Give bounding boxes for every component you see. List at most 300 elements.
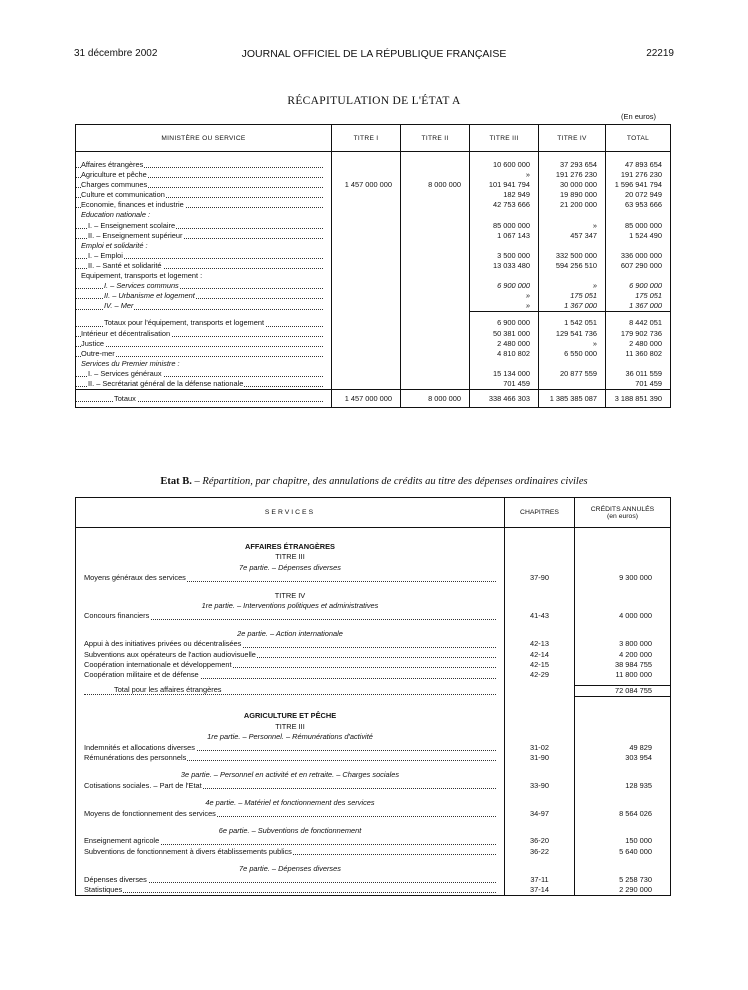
cell-t1 — [332, 271, 401, 281]
line-item-label — [76, 573, 505, 583]
titre-heading-row — [76, 552, 671, 562]
line-item-text: Appui à des initiatives privées ou décentralisées — [84, 639, 242, 649]
col-header-titre-1: TITRE I — [332, 125, 401, 152]
line-item-row — [76, 611, 671, 621]
cell-t1 — [332, 301, 401, 312]
cell-t2 — [401, 339, 470, 349]
credit-amount: 49 829 — [575, 743, 671, 753]
cell-total: 1 524 490 — [606, 231, 671, 241]
cell-t2 — [401, 241, 470, 251]
credit-amount: 3 800 000 — [575, 639, 671, 649]
spacer-cell — [575, 763, 671, 770]
row-label-text: I. – Emploi — [88, 250, 123, 260]
row-label-text: Economie, finances et industrie — [81, 200, 184, 210]
spacer-cell — [505, 857, 575, 864]
etat-a-row — [76, 301, 671, 312]
cell-t2 — [401, 379, 470, 390]
cell-t1 — [332, 170, 401, 180]
col-header-services: SERVICES — [76, 498, 505, 528]
cell-t2 — [401, 301, 470, 312]
etat-a-row — [76, 190, 671, 200]
spacer-cell — [505, 584, 575, 591]
chapter-code: 31-90 — [505, 753, 575, 763]
col-header-ministere: MINISTÈRE OU SERVICE — [76, 125, 332, 152]
cell-total: 63 953 666 — [606, 200, 671, 210]
row-label-text: IV. – Mer — [104, 301, 134, 311]
cell-t2 — [401, 200, 470, 210]
row-label — [76, 221, 332, 231]
spacer-row — [76, 791, 671, 798]
etat-a-row — [76, 329, 671, 339]
empty-cell — [505, 563, 575, 573]
etat-a-row — [76, 349, 671, 359]
total-total: 3 188 851 390 — [606, 390, 671, 408]
chapter-code: 31-02 — [505, 743, 575, 753]
partie-heading: 7e partie. – Dépenses diverses — [239, 562, 341, 572]
line-item-row — [76, 781, 671, 791]
cell-t2 — [401, 261, 470, 271]
line-item-label — [76, 670, 505, 680]
cell-t1 — [332, 190, 401, 200]
row-label — [76, 261, 332, 271]
row-label — [76, 339, 332, 349]
partie-heading-row — [76, 601, 671, 611]
line-item-text: Enseignement agricole — [84, 836, 160, 846]
etat-a-row — [76, 210, 671, 220]
cell-t3: 85 000 000 — [470, 221, 539, 231]
line-item-text: Indemnités et allocations diverses — [84, 742, 195, 752]
cell-t1 — [332, 221, 401, 231]
chapter-code: 34-97 — [505, 809, 575, 819]
cell-t1 — [332, 200, 401, 210]
partie-heading-row — [76, 864, 671, 874]
row-label — [76, 312, 332, 329]
row-label-text: Agriculture et pêche — [81, 170, 147, 180]
credits-unit: (en euros) — [607, 512, 638, 520]
line-item-text: Statistiques — [84, 884, 123, 894]
cell-t1 — [332, 312, 401, 329]
line-item-row — [76, 670, 671, 680]
row-label — [76, 281, 332, 291]
spacer-cell — [505, 697, 575, 705]
cell-t4: » — [539, 221, 606, 231]
cell-total: 47 893 654 — [606, 152, 671, 171]
spacer-cell — [76, 791, 505, 798]
spacer-cell — [76, 535, 505, 542]
cell-t2 — [401, 271, 470, 281]
row-label — [76, 271, 332, 281]
empty-cell — [575, 770, 671, 780]
line-item-text: Moyens généraux des services — [84, 573, 186, 583]
line-item-label — [76, 847, 505, 857]
col-header-credits — [575, 498, 671, 528]
empty-cell — [505, 711, 575, 721]
cell-t1 — [332, 369, 401, 379]
partie-heading-row — [76, 770, 671, 780]
cell-total: 36 011 559 — [606, 369, 671, 379]
chapter-code: 36-20 — [505, 836, 575, 846]
row-label-text: II. – Secrétariat général de la défense nationale — [88, 378, 244, 388]
spacer-cell — [505, 704, 575, 711]
cell-t2 — [401, 210, 470, 220]
chapter-code: 42-29 — [505, 670, 575, 680]
cell-t4: 457 347 — [539, 231, 606, 241]
cell-t3: 10 600 000 — [470, 152, 539, 171]
chapter-code — [505, 685, 575, 696]
cell-total: 11 360 802 — [606, 349, 671, 359]
chapter-code: 42-14 — [505, 650, 575, 660]
cell-total: 85 000 000 — [606, 221, 671, 231]
partie-heading-row — [76, 629, 671, 639]
spacer-cell — [575, 791, 671, 798]
titre-heading: TITRE IV — [274, 590, 306, 600]
empty-cell — [505, 552, 575, 562]
header-date: 31 décembre 2002 — [74, 48, 158, 59]
spacer-cell — [505, 622, 575, 629]
chapter-code: 36-22 — [505, 847, 575, 857]
cell-total — [606, 241, 671, 251]
spacer-cell — [575, 535, 671, 542]
chapter-code: 42-15 — [505, 660, 575, 670]
empty-cell — [505, 629, 575, 639]
spacer-cell — [505, 535, 575, 542]
partie-heading-row — [76, 563, 671, 573]
spacer-cell — [76, 763, 505, 770]
empty-cell — [575, 826, 671, 836]
cell-t4 — [539, 241, 606, 251]
spacer-cell — [76, 857, 505, 864]
row-label — [76, 170, 332, 180]
cell-t2 — [401, 221, 470, 231]
cell-t4: 30 000 000 — [539, 180, 606, 190]
row-label — [76, 359, 332, 369]
line-item-label — [76, 743, 505, 753]
spacer-cell — [76, 622, 505, 629]
empty-cell — [575, 629, 671, 639]
row-label — [76, 241, 332, 251]
cell-t4 — [539, 271, 606, 281]
cell-t3 — [470, 210, 539, 220]
row-label-text: Justice — [81, 338, 105, 348]
line-item-text: Rémunérations des personnels — [84, 752, 187, 762]
spacer-cell — [575, 697, 671, 705]
cell-t1 — [332, 291, 401, 301]
spacer-cell — [76, 528, 505, 536]
line-item-label — [76, 660, 505, 670]
empty-cell — [575, 542, 671, 552]
spacer-cell — [575, 622, 671, 629]
row-label-text: II. – Enseignement supérieur — [88, 230, 183, 240]
col-header-titre-2: TITRE II — [401, 125, 470, 152]
empty-cell — [505, 798, 575, 808]
col-header-titre-3: TITRE III — [470, 125, 539, 152]
empty-cell — [575, 732, 671, 742]
cell-t3: 1 067 143 — [470, 231, 539, 241]
line-item-text: Subventions de fonctionnement à divers établissements publics — [84, 846, 292, 856]
row-label — [76, 301, 332, 312]
credit-amount: 11 800 000 — [575, 670, 671, 680]
line-item-label — [76, 685, 505, 696]
titre-heading-row — [76, 722, 671, 732]
cell-t3 — [470, 359, 539, 369]
credit-amount: 5 640 000 — [575, 847, 671, 857]
cell-t2 — [401, 281, 470, 291]
spacer-cell — [575, 857, 671, 864]
spacer-row — [76, 528, 671, 536]
line-item-row — [76, 809, 671, 819]
empty-cell — [575, 711, 671, 721]
row-label-text: Charges communes — [81, 180, 148, 190]
etat-b-title-text: – Répartition, par chapitre, des annulations de crédits au titre des dépenses ordinaires civiles — [191, 476, 588, 487]
total-t2: 8 000 000 — [401, 390, 470, 408]
section-heading: AGRICULTURE ET PÊCHE — [243, 711, 337, 721]
row-label — [76, 379, 332, 390]
col-header-total: TOTAL — [606, 125, 671, 152]
totals-label-text: Totaux — [114, 394, 136, 404]
cell-total: 175 051 — [606, 291, 671, 301]
row-label — [76, 251, 332, 261]
cell-t3: 101 941 794 — [470, 180, 539, 190]
titre-heading: TITRE III — [275, 552, 305, 562]
cell-total — [606, 271, 671, 281]
etat-a-row — [76, 152, 671, 171]
partie-heading: 1re partie. – Interventions politiques et administratives — [201, 601, 379, 611]
cell-total: 701 459 — [606, 379, 671, 390]
line-item-row — [76, 836, 671, 846]
cell-t1 — [332, 210, 401, 220]
cell-t2 — [401, 152, 470, 171]
empty-cell — [575, 601, 671, 611]
spacer-row — [76, 697, 671, 705]
etat-a-header-row — [76, 125, 671, 152]
empty-cell — [505, 601, 575, 611]
titre-heading: TITRE III — [275, 721, 305, 731]
total-t3: 338 466 303 — [470, 390, 539, 408]
etat-a-row — [76, 281, 671, 291]
spacer-cell — [76, 819, 505, 826]
etat-b-title-label: Etat B. — [160, 476, 192, 487]
row-label — [76, 369, 332, 379]
credit-amount: 4 000 000 — [575, 611, 671, 621]
credit-amount: 5 258 730 — [575, 875, 671, 885]
line-item-label — [76, 836, 505, 846]
etat-a-row — [76, 180, 671, 190]
partie-heading: 3e partie. – Personnel en activité et en retraite. – Charges sociales — [180, 770, 400, 780]
line-item-row — [76, 650, 671, 660]
cell-t3: 50 381 000 — [470, 329, 539, 339]
cell-t3: 13 033 480 — [470, 261, 539, 271]
line-item-text: Subventions aux opérateurs de l'action audiovisuelle — [84, 649, 256, 659]
partie-heading: 7e partie. – Dépenses diverses — [239, 864, 341, 874]
cell-total: 336 000 000 — [606, 251, 671, 261]
cell-total: 607 290 000 — [606, 261, 671, 271]
spacer-row — [76, 763, 671, 770]
chapter-code: 33-90 — [505, 781, 575, 791]
spacer-row — [76, 857, 671, 864]
line-item-row — [76, 885, 671, 896]
row-label-text: II. – Santé et solidarité — [88, 260, 162, 270]
cell-t4: 594 256 510 — [539, 261, 606, 271]
etat-a-row — [76, 231, 671, 241]
total-t1: 1 457 000 000 — [332, 390, 401, 408]
empty-cell — [575, 591, 671, 601]
credit-amount: 303 954 — [575, 753, 671, 763]
etat-a-row — [76, 291, 671, 301]
cell-total: 179 902 736 — [606, 329, 671, 339]
row-label-text: Affaires étrangères — [81, 160, 144, 169]
row-label-text: Services du Premier ministre : — [81, 358, 180, 368]
empty-cell — [575, 722, 671, 732]
spacer-row — [76, 584, 671, 591]
credit-amount: 9 300 000 — [575, 573, 671, 583]
cell-total: 2 480 000 — [606, 339, 671, 349]
line-item-text: Coopération militaire et de défense — [84, 670, 199, 680]
spacer-cell — [575, 528, 671, 536]
cell-t3: » — [470, 170, 539, 180]
cell-t4 — [539, 359, 606, 369]
cell-t2 — [401, 349, 470, 359]
partie-heading: 1re partie. – Personnel. – Rémunérations d'activité — [207, 732, 373, 742]
cell-t1 — [332, 231, 401, 241]
cell-total: 1 367 000 — [606, 301, 671, 312]
partie-heading-row — [76, 826, 671, 836]
spacer-cell — [575, 819, 671, 826]
empty-cell — [575, 552, 671, 562]
etat-a-row — [76, 170, 671, 180]
cell-t4: » — [539, 281, 606, 291]
line-item-text: Coopération internationale et développement — [84, 660, 232, 670]
spacer-row — [76, 819, 671, 826]
credit-amount: 8 564 026 — [575, 809, 671, 819]
etat-a-title: RÉCAPITULATION DE L'ÉTAT A — [287, 95, 461, 107]
row-label-text: Education nationale : — [81, 210, 151, 220]
cell-t1 — [332, 329, 401, 339]
spacer-cell — [505, 528, 575, 536]
spacer-row — [76, 622, 671, 629]
col-header-chapitres: CHAPITRES — [505, 498, 575, 528]
row-label — [76, 200, 332, 210]
partie-heading-row — [76, 798, 671, 808]
cell-t4 — [539, 210, 606, 220]
cell-t1 — [332, 251, 401, 261]
row-label — [76, 210, 332, 220]
header-journal-title: JOURNAL OFFICIEL DE LA RÉPUBLIQUE FRANÇAISE — [241, 48, 507, 60]
total-row — [76, 685, 671, 696]
credit-amount: 38 984 755 — [575, 660, 671, 670]
spacer-cell — [76, 584, 505, 591]
spacer-row — [76, 704, 671, 711]
line-item-row — [76, 639, 671, 649]
etat-b-header-row — [76, 498, 671, 528]
cell-total: 1 596 941 794 — [606, 180, 671, 190]
line-item-label — [76, 809, 505, 819]
cell-total — [606, 210, 671, 220]
cell-t1 — [332, 281, 401, 291]
partie-heading: 6e partie. – Subventions de fonctionnement — [218, 825, 362, 835]
cell-t2 — [401, 231, 470, 241]
cell-t3: 42 753 666 — [470, 200, 539, 210]
row-label-text: I. – Services communs — [104, 281, 179, 291]
cell-t3: 15 134 000 — [470, 369, 539, 379]
chapter-code: 42-13 — [505, 639, 575, 649]
spacer-cell — [575, 584, 671, 591]
etat-a-row — [76, 312, 671, 329]
line-item-label — [76, 781, 505, 791]
etat-a-row — [76, 200, 671, 210]
credit-amount: 4 200 000 — [575, 650, 671, 660]
cell-t1 — [332, 349, 401, 359]
cell-t4: 191 276 230 — [539, 170, 606, 180]
etat-b-table — [75, 497, 671, 896]
chapter-code: 37-14 — [505, 885, 575, 896]
etat-a-row — [76, 251, 671, 261]
cell-t3 — [470, 241, 539, 251]
cell-t1 — [332, 339, 401, 349]
spacer-cell — [505, 763, 575, 770]
cell-t4: 37 293 654 — [539, 152, 606, 171]
row-label — [76, 291, 332, 301]
cell-total: 191 276 230 — [606, 170, 671, 180]
credit-amount: 2 290 000 — [575, 885, 671, 896]
dot-leader — [84, 892, 496, 893]
cell-t2 — [401, 329, 470, 339]
cell-t1 — [332, 261, 401, 271]
line-item-text: Moyens de fonctionnement des services — [84, 808, 216, 818]
cell-t3 — [470, 271, 539, 281]
line-item-text: Dépenses diverses — [84, 874, 147, 884]
line-item-label — [76, 639, 505, 649]
total-t4: 1 385 385 087 — [539, 390, 606, 408]
cell-t4: 1 367 000 — [539, 301, 606, 312]
cell-t2 — [401, 291, 470, 301]
cell-t1 — [332, 152, 401, 171]
line-item-label — [76, 753, 505, 763]
cell-t3: » — [470, 291, 539, 301]
row-label-text: Emploi et solidarité : — [81, 240, 148, 250]
cell-t1: 1 457 000 000 — [332, 180, 401, 190]
empty-cell — [505, 770, 575, 780]
etat-a-unit: (En euros) — [620, 112, 656, 121]
cell-t4: 332 500 000 — [539, 251, 606, 261]
cell-t4: 175 051 — [539, 291, 606, 301]
spacer-cell — [76, 697, 505, 705]
cell-t2: 8 000 000 — [401, 180, 470, 190]
etat-a-row — [76, 221, 671, 231]
row-label-text: I. – Enseignement scolaire — [88, 220, 176, 230]
cell-t4: 20 877 559 — [539, 369, 606, 379]
cell-t3: » — [470, 301, 539, 312]
header-page-number: 22219 — [646, 48, 674, 59]
line-item-row — [76, 847, 671, 857]
line-item-label — [76, 650, 505, 660]
empty-cell — [575, 864, 671, 874]
cell-t3: 6 900 000 — [470, 281, 539, 291]
line-item-label — [76, 875, 505, 885]
partie-heading: 2e partie. – Action internationale — [237, 628, 343, 638]
cell-total: 6 900 000 — [606, 281, 671, 291]
empty-cell — [505, 864, 575, 874]
chapter-code: 37-90 — [505, 573, 575, 583]
cell-t2 — [401, 312, 470, 329]
etat-a-row — [76, 261, 671, 271]
row-label-text: I. – Services généraux — [88, 368, 162, 378]
credit-amount: 128 935 — [575, 781, 671, 791]
cell-total: 8 442 051 — [606, 312, 671, 329]
cell-t3: 6 900 000 — [470, 312, 539, 329]
cell-t3: 3 500 000 — [470, 251, 539, 261]
cell-total: 20 072 949 — [606, 190, 671, 200]
credit-amount: 150 000 — [575, 836, 671, 846]
